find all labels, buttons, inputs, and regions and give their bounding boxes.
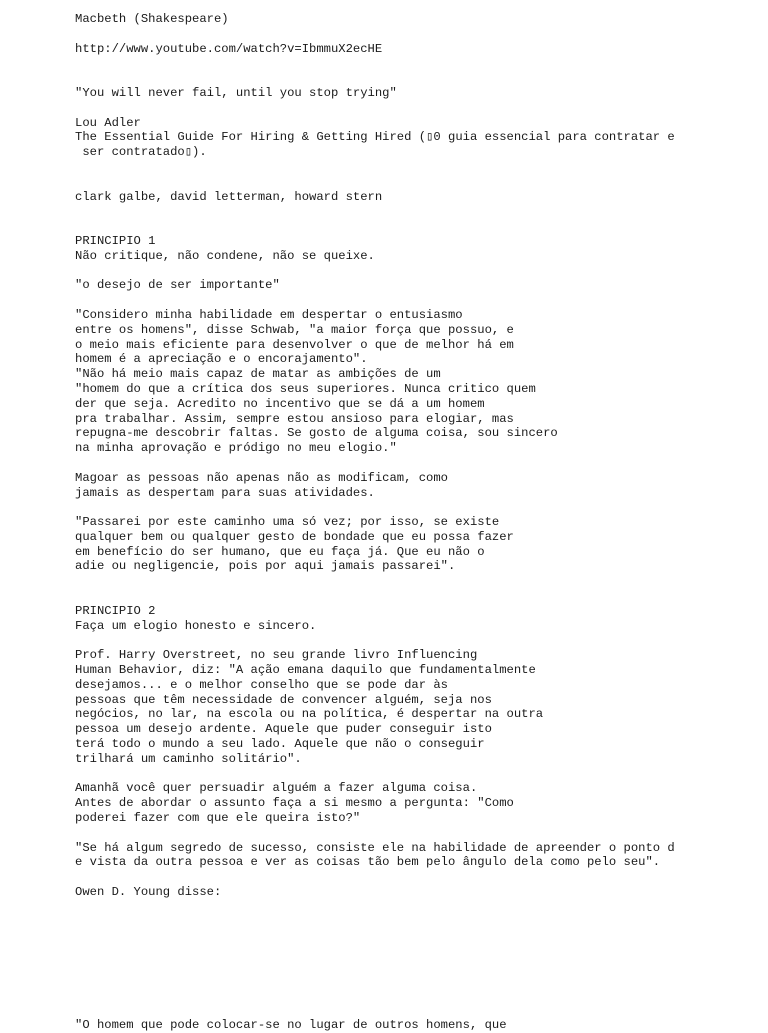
blank-line (75, 293, 755, 308)
blank-line (75, 264, 755, 279)
text-line: jamais as despertam para suas atividades. (75, 485, 375, 500)
document-body (75, 12, 755, 1033)
text-line: poderei fazer com que ele queira isto?" (75, 811, 361, 826)
blank-line (75, 456, 755, 471)
text-line: negócios, no lar, na escola ou na política, é despertar na outra (75, 707, 544, 722)
text-line: Prof. Harry Overstreet, no seu grande livro Influencing (75, 648, 478, 663)
text-line: "Considero minha habilidade em despertar o entusiasmo (75, 307, 463, 322)
text-line: clark galbe, david letterman, howard stern (75, 189, 383, 204)
text-line: repugna-me descobrir faltas. Se gosto de alguma coisa, sou sincero (75, 426, 558, 441)
blank-line (75, 101, 755, 116)
blank-line (75, 989, 755, 1004)
text-line: Não critique, não condene, não se queixe. (75, 248, 375, 263)
blank-line (75, 767, 755, 782)
text-line: qualquer bem ou qualquer gesto de bondade que eu possa fazer (75, 529, 514, 544)
blank-line (75, 574, 755, 589)
blank-line (75, 633, 755, 648)
text-line: pessoa um desejo ardente. Aquele que puder conseguir isto (75, 722, 492, 737)
text-line: Magoar as pessoas não apenas não as modificam, como (75, 470, 448, 485)
text-line: PRINCIPIO 2 (75, 603, 156, 618)
text-line: http://www.youtube.com/watch?v=IbmmuX2ecHE (75, 41, 383, 56)
text-line: "homem do que a crítica dos seus superiores. Nunca critico quem (75, 381, 536, 396)
text-line: Faça um elogio honesto e sincero. (75, 618, 317, 633)
blank-line (75, 175, 755, 190)
text-line: "Se há algum segredo de sucesso, consiste ele na habilidade de apreender o ponto d (75, 840, 675, 855)
text-line: na minha aprovação e pródigo no meu elogio." (75, 441, 397, 456)
blank-line (75, 959, 755, 974)
text-line: homem é a apreciação e o encorajamento". (75, 352, 368, 367)
blank-line (75, 204, 755, 219)
blank-line (75, 900, 755, 915)
blank-line (75, 56, 755, 71)
blank-line (75, 160, 755, 175)
text-line: pessoas que têm necessidade de convencer alguém, seja nos (75, 692, 492, 707)
blank-line (75, 974, 755, 989)
text-line: "Passarei por este caminho uma só vez; por isso, se existe (75, 515, 500, 530)
text-line: pra trabalhar. Assim, sempre estou ansioso para elogiar, mas (75, 411, 514, 426)
blank-line (75, 27, 755, 42)
text-line: Antes de abordar o assunto faça a si mesmo a pergunta: "Como (75, 796, 514, 811)
text-line: Human Behavior, diz: "A ação emana daquilo que fundamentalmente (75, 663, 536, 678)
text-line: o meio mais eficiente para desenvolver o que de melhor há em (75, 337, 514, 352)
blank-line (75, 1003, 755, 1018)
blank-line (75, 826, 755, 841)
text-line: "Não há meio mais capaz de matar as ambições de um (75, 367, 441, 382)
blank-line (75, 219, 755, 234)
text-line: PRINCIPIO 1 (75, 233, 156, 248)
text-line: Lou Adler (75, 115, 141, 130)
text-line: der que seja. Acredito no incentivo que se dá a um homem (75, 396, 485, 411)
text-line: ser contratado▯). (75, 145, 207, 160)
blank-line (75, 71, 755, 86)
text-line: desejamos... e o melhor conselho que se pode dar às (75, 677, 448, 692)
blank-line (75, 500, 755, 515)
text-line: entre os homens", disse Schwab, "a maior força que possuo, e (75, 322, 514, 337)
text-line: e vista da outra pessoa e ver as coisas tão bem pelo ângulo dela como pelo seu". (75, 855, 661, 870)
blank-line (75, 944, 755, 959)
text-line: Owen D. Young disse: (75, 885, 222, 900)
text-line: "o desejo de ser importante" (75, 278, 280, 293)
blank-line (75, 929, 755, 944)
blank-line (75, 589, 755, 604)
blank-line (75, 915, 755, 930)
text-line: "You will never fail, until you stop trying" (75, 85, 397, 100)
text-line: The Essential Guide For Hiring & Getting Hired (▯0 guia essencial para contratar e (75, 130, 675, 145)
text-line: Macbeth (Shakespeare) (75, 12, 229, 26)
blank-line (75, 870, 755, 885)
text-line: terá todo o mundo a seu lado. Aquele que não o conseguir (75, 737, 485, 752)
text-line: "O homem que pode colocar-se no lugar de outros homens, que (75, 1018, 507, 1033)
text-line: em benefício do ser humano, que eu faça já. Que eu não o (75, 544, 485, 559)
text-line: adie ou negligencie, pois por aqui jamais passarei". (75, 559, 456, 574)
text-line: Amanhã você quer persuadir alguém a fazer alguma coisa. (75, 781, 478, 796)
text-line: trilhará um caminho solitário". (75, 751, 302, 766)
